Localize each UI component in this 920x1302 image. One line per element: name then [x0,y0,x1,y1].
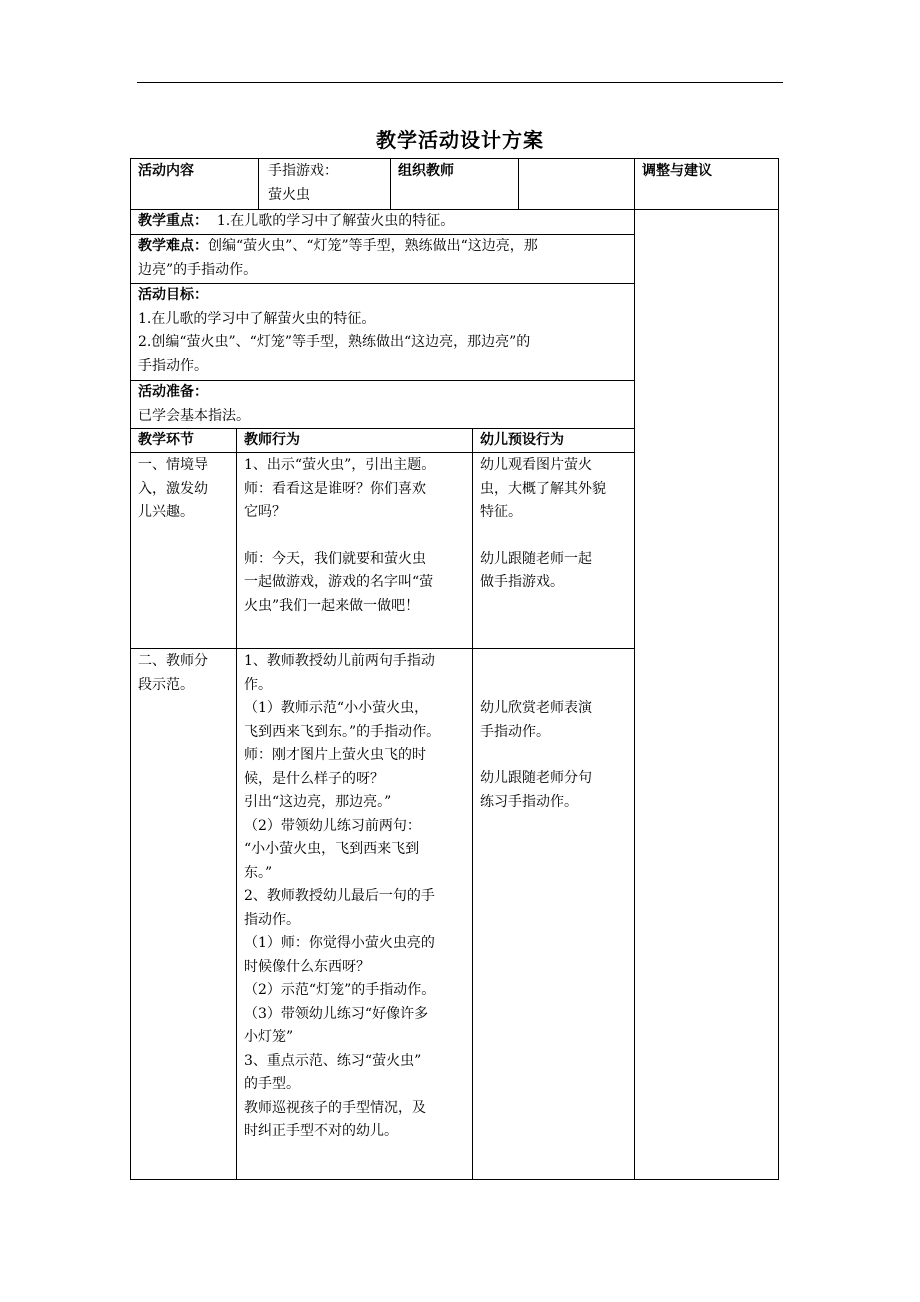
stage-2-teacher-line: 2、教师教授幼儿最后一句的手 [244,888,435,904]
stage-2-title [138,650,230,697]
table-line [778,158,779,1180]
prep-row [138,381,632,428]
stage-1-title [138,454,230,525]
stage-2-teacher-line: 时候像什么东西呀？ [244,958,370,975]
table-line [518,158,519,209]
stage-2-teacher-line: （3）带领幼儿练习“好像许多 [244,1005,429,1022]
teacher-column-header: 教师行为 [244,432,300,448]
stage-2-teacher-line: （2）示范“灯笼”的手指动作。 [244,982,436,998]
stage-1-child-line: 虫，大概了解其外貌 [480,480,606,497]
table-line [130,158,131,1180]
table-line [634,158,635,1180]
stage-2-teacher-line: 东。” [244,864,273,881]
stage-2-teacher-line: 飞到西来飞到东。”的手指动作。 [244,723,441,740]
prep-label: 活动准备： [138,384,208,400]
stage-2-teacher-line: 教师巡视孩子的手型情况，及 [244,1099,426,1116]
table-line [236,428,237,1180]
goals-line-3: 手指动作。 [138,357,208,374]
stage-1-teacher-line: 1、出示“萤火虫”，引出主题。 [244,457,436,473]
stage-1-teacher [244,454,470,618]
stage-1-child-line: 特征。 [480,504,522,520]
stage-2-teacher-line: 1、教师教授幼儿前两句手指动 [244,653,435,669]
goals-row [138,284,632,378]
stage-2-child-line: 手指动作。 [480,723,550,740]
document-title: 教学活动设计方案 [376,128,544,152]
key-point-row [138,210,628,234]
stage-1-line: 儿兴趣。 [138,504,194,520]
stage-2-child-line: 练习手指动作。 [480,793,578,810]
key-point-text: 1.在儿歌的学习中了解萤火虫的特征。 [208,213,455,229]
stage-2-teacher-line: 3、重点示范、练习“萤火虫” [244,1052,422,1069]
stage-1-teacher-line: 师：看看这是谁呀？你们喜欢 [244,480,426,497]
adjust-suggest-label: 调整与建议 [642,163,712,179]
stage-2-teacher [244,650,470,1144]
stage-2-line: 段示范。 [138,676,194,693]
stage-2-teacher-line: 候，是什么样子的呀？ [244,770,384,787]
child-column-header: 幼儿预设行为 [480,432,564,448]
prep-text: 已学会基本指法。 [138,407,250,424]
stage-2-child [480,697,630,814]
stage-column-header: 教学环节 [138,432,194,448]
goals-line-2: 2.创编“萤火虫”、“灯笼”等手型，熟练做出“这边亮，那边亮”的 [138,334,531,350]
table-line [130,648,634,649]
stage-2-teacher-line: 指动作。 [244,911,300,928]
difficulty-line-1: 创编“萤火虫”、“灯笼”等手型，熟练做出“这边亮，那 [208,238,538,254]
stage-2-teacher-line: 作。 [244,676,272,693]
difficulty-row [138,235,632,282]
stage-2-teacher-line: （2）带领幼儿练习前两句： [244,817,421,834]
goals-label: 活动目标： [138,287,208,303]
table-line [130,1179,779,1180]
stage-2-teacher-line: （1）师：你觉得小萤火虫亮的 [244,935,435,951]
stage-1-child-line: 幼儿观看图片萤火 [480,457,592,473]
stage-2-child-line: 幼儿跟随老师分句 [480,770,592,786]
activity-content-value [268,160,338,207]
activity-content-line-2: 萤火虫 [268,186,310,203]
stage-2-teacher-line: 的手型。 [244,1076,300,1092]
stage-1-child-line: 做手指游戏。 [480,574,564,590]
stage-1-child-line: 幼儿跟随老师一起 [480,550,592,567]
stage-1-teacher-line: 火虫”我们一起来做一做吧！ [244,597,420,614]
teacher-label: 组织教师 [398,163,454,179]
stage-2-teacher-line: （1）教师示范“小小萤火虫， [244,700,429,716]
goals-line-1: 1.在儿歌的学习中了解萤火虫的特征。 [138,310,376,327]
stage-2-teacher-line: 时纠正手型不对的幼儿。 [244,1123,398,1139]
stage-2-child-line: 幼儿欣赏老师表演 [480,700,592,716]
difficulty-label: 教学难点： [138,238,208,254]
stage-1-teacher-line: 它吗？ [244,504,286,520]
table-line [130,158,779,159]
stage-2-teacher-line: 小灯笼” [244,1029,294,1045]
lesson-plan-table [130,158,779,1180]
stage-2-line: 二、教师分 [138,653,208,669]
stage-2-teacher-line: “小小萤火虫，飞到西来飞到 [244,841,420,857]
key-point-label: 教学重点： [138,213,208,229]
activity-content-line-1: 手指游戏： [268,163,338,179]
table-line [472,428,473,1180]
header-rule [137,82,783,83]
table-line [258,158,259,209]
stage-1-child [480,454,630,595]
stage-1-teacher-line: 师：今天，我们就要和萤火虫 [244,550,426,567]
stage-2-teacher-line: 师：刚才图片上萤火虫飞的时 [244,747,426,763]
stage-2-teacher-line: 引出“这边亮，那边亮。” [244,794,392,810]
activity-content-label: 活动内容 [138,163,194,179]
stage-1-teacher-line: 一起做游戏，游戏的名字叫“萤 [244,574,434,590]
difficulty-line-2: 边亮”的手指动作。 [138,261,258,278]
stage-1-line: 入，激发幼 [138,480,208,497]
table-line [390,158,391,209]
stage-1-line: 一、情境导 [138,457,208,473]
